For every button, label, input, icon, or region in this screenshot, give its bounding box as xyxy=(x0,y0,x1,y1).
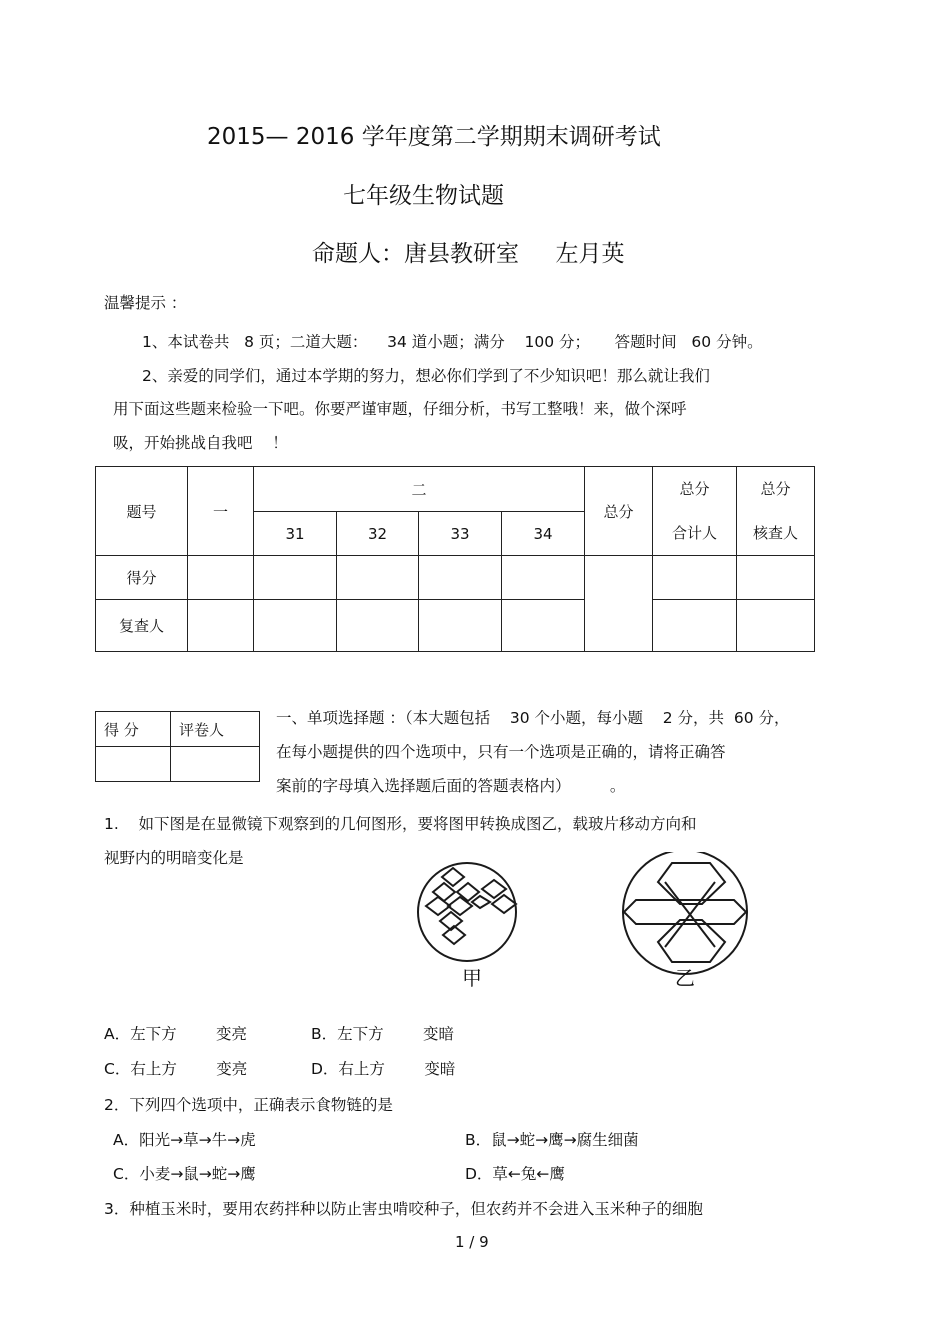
option-c[interactable]: C．右上方 变亮 xyxy=(104,1060,248,1078)
figure-label-jia: 甲 xyxy=(462,966,482,990)
grader-box xyxy=(95,711,260,782)
question-2-stem: 2．下列四个选项中，正确表示食物链的是 xyxy=(104,1096,393,1114)
option-b[interactable]: B．左下方 变暗 xyxy=(311,1025,455,1043)
hexagon-shape xyxy=(472,896,490,908)
question-3-stem: 3．种植玉米时，要用农药拌种以防止害虫啃咬种子，但农药并不会进入玉米种子的细胞 xyxy=(104,1200,703,1218)
table-header-total-checker-line2: 核查人 xyxy=(752,524,798,542)
grader-name-cell[interactable] xyxy=(171,747,260,782)
option-d[interactable]: D．草←兔←鹰 xyxy=(465,1165,565,1183)
cross-shape xyxy=(658,920,725,962)
microscope-figure xyxy=(410,852,755,992)
recheck-cell[interactable] xyxy=(254,600,337,652)
table-header-question: 31 xyxy=(254,512,337,556)
section-instruction: 案前的字母填入选择题后面的答题表格内） 。 xyxy=(276,777,626,795)
tips-line: 吸，开始挑战自我吧 ！ xyxy=(113,434,288,452)
table-header-total-adder-line2: 合计人 xyxy=(671,524,717,542)
total-score-cell[interactable] xyxy=(585,556,653,652)
figure-label-yi: 乙 xyxy=(675,966,695,990)
option-a[interactable]: A．左下方 变亮 xyxy=(104,1025,248,1043)
tips-label: 温馨提示 ： xyxy=(104,294,187,312)
score-cell[interactable] xyxy=(337,556,419,600)
score-cell[interactable] xyxy=(188,556,254,600)
option-d[interactable]: D．右上方 变暗 xyxy=(311,1060,456,1078)
table-header-question: 32 xyxy=(337,512,419,556)
table-header-total: 总分 xyxy=(585,467,653,556)
recheck-cell[interactable] xyxy=(188,600,254,652)
score-cell[interactable] xyxy=(502,556,585,600)
section-instruction: 在每小题提供的四个选项中，只有一个选项是正确的，请将正确答 xyxy=(276,743,726,761)
score-cell[interactable] xyxy=(254,556,337,600)
recheck-cell[interactable] xyxy=(419,600,502,652)
page-subtitle: 七年级生物试题 xyxy=(343,183,504,209)
question-1-stem: 视野内的明暗变化是 xyxy=(104,849,244,867)
score-table xyxy=(95,466,815,652)
tips-line: 2、亲爱的同学们，通过本学期的努力，想必你们学到了不少知识吧！那么就让我们 xyxy=(142,367,710,385)
option-a[interactable]: A．阳光→草→牛→虎 xyxy=(113,1131,256,1149)
table-header-question: 33 xyxy=(419,512,502,556)
table-header-number: 题号 xyxy=(96,467,188,556)
author-line: 命题人：唐县教研室 左月英 xyxy=(312,241,625,267)
page-title: 2015— 2016 学年度第二学期期末调研考试 xyxy=(207,124,661,150)
row-label-score: 得分 xyxy=(96,556,188,600)
row-label-recheck: 复查人 xyxy=(96,600,188,652)
grader-score-label: 得 分 xyxy=(96,712,171,747)
page-number: 1 / 9 xyxy=(455,1233,489,1251)
table-header-question: 34 xyxy=(502,512,585,556)
recheck-cell[interactable] xyxy=(502,600,585,652)
section-instruction: 一、单项选择题 ：（本大题包括 30 个小题，每小题 2 分，共 60 分， xyxy=(276,709,790,727)
tips-line: 用下面这些题来检验一下吧。你要严谨审题，仔细分析，书写工整哦！来，做个深呼 xyxy=(113,400,687,418)
tips-line: 1、本试卷共 8 页；二道大题： 34 道小题；满分 100 分； 答题时间 60 分钟。 xyxy=(142,333,763,351)
table-header-total-adder xyxy=(653,467,737,556)
adder-cell[interactable] xyxy=(653,556,737,600)
checker-cell[interactable] xyxy=(737,556,815,600)
table-header-part-one: 一 xyxy=(188,467,254,556)
question-1-stem: 1. 如下图是在显微镜下观察到的几何图形，要将图甲转换成图乙，载玻片移动方向和 xyxy=(104,815,697,833)
table-header-total-checker xyxy=(737,467,815,556)
grader-score-cell[interactable] xyxy=(96,747,171,782)
table-header-part-two: 二 xyxy=(254,467,585,512)
option-b[interactable]: B．鼠→蛇→鹰→腐生细菌 xyxy=(465,1131,639,1149)
recheck-cell[interactable] xyxy=(337,600,419,652)
table-header-total-checker-line1: 总分 xyxy=(760,480,791,498)
table-header-total-adder-line1: 总分 xyxy=(679,480,710,498)
option-c[interactable]: C．小麦→鼠→蛇→鹰 xyxy=(113,1165,256,1183)
grader-name-label: 评卷人 xyxy=(171,712,260,747)
recheck-cell[interactable] xyxy=(653,600,737,652)
score-cell[interactable] xyxy=(419,556,502,600)
field-of-view-yi xyxy=(623,852,747,974)
recheck-cell[interactable] xyxy=(737,600,815,652)
